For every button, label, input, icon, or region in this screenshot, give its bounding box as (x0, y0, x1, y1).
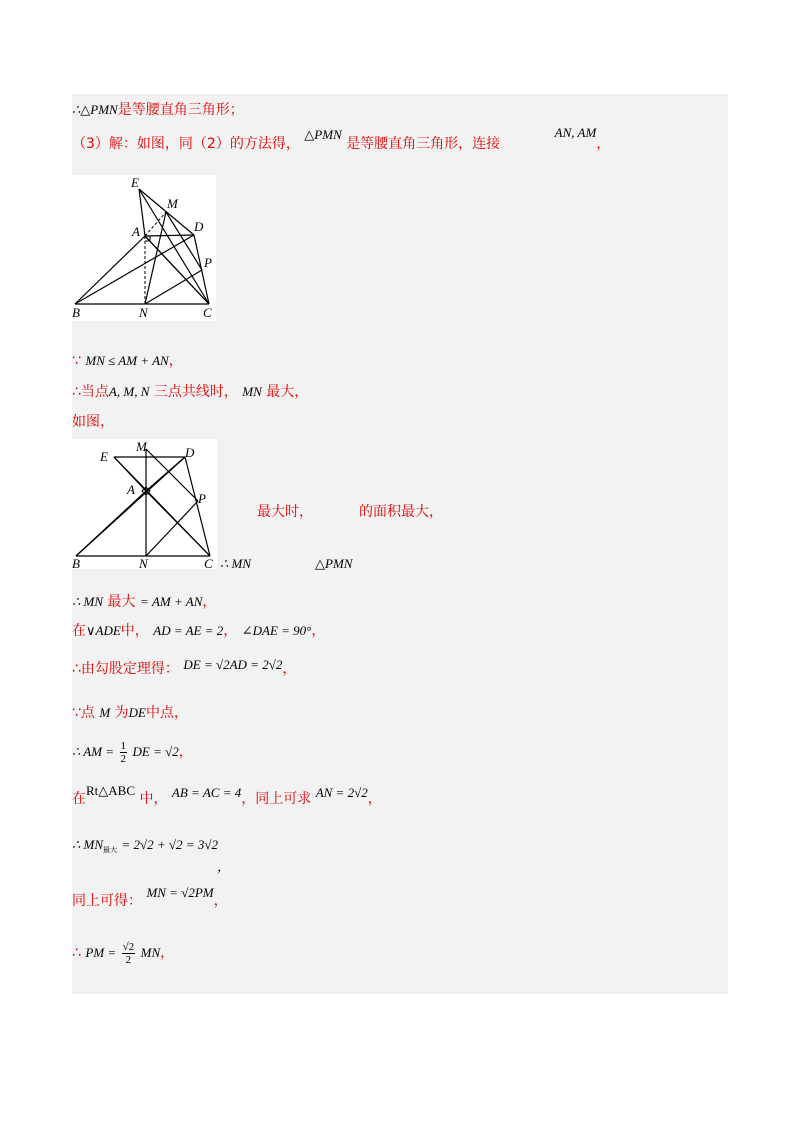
math-am: ∴ AM = (72, 744, 115, 759)
text: 如图， (72, 414, 114, 430)
math-equality: AB = AC = 4 (171, 785, 242, 800)
text: ， (223, 623, 238, 639)
math-an: AN = 2√2 (315, 785, 368, 800)
text: 中， (139, 791, 168, 807)
text: ，同上可求 (241, 791, 312, 807)
fraction (120, 740, 128, 765)
line-9 (72, 659, 296, 679)
math-pmn: △PMN (304, 127, 342, 142)
math-mn: ∴ MN (220, 556, 252, 571)
numerator: 1 (120, 739, 127, 752)
line-14 (72, 885, 228, 911)
label-p: P (198, 491, 206, 506)
text: 在 (72, 791, 86, 807)
text: 是等腰直角三角形； (117, 102, 244, 118)
math-pm: PM = (85, 945, 117, 960)
text: ， (168, 353, 183, 369)
text: 是等腰直角三角形，连接 (346, 136, 501, 152)
geometry-diagram (72, 439, 217, 569)
text: 在 (72, 623, 86, 639)
line-1 (72, 100, 244, 120)
line-10 (72, 703, 188, 723)
math-mn: ∴ MN (72, 837, 104, 852)
math-m: M (99, 705, 111, 720)
math-an-am: AN, AM (554, 125, 597, 140)
text: 点 (80, 705, 95, 721)
denominator: 2 (120, 752, 127, 765)
math-inequality: MN ≤ AM + AN (85, 353, 169, 368)
text: 为 (114, 705, 129, 721)
line-7 (72, 592, 216, 612)
numerator: √2 (122, 940, 135, 953)
text: ， (160, 945, 175, 961)
math-amn: A, M, N (108, 384, 150, 399)
text: 三点共线时， (153, 384, 238, 400)
fraction (122, 941, 136, 966)
math-expression: = 2√2 + √2 = 3√2 (121, 837, 218, 852)
solution-panel (72, 94, 728, 994)
therefore-symbol: ∴ (72, 661, 81, 677)
label-m: M (136, 439, 147, 454)
text: ， (202, 594, 217, 610)
label-e: E (131, 175, 139, 190)
math-rt-abc: Rt△ABC (86, 783, 136, 798)
figure-2 (72, 439, 217, 569)
figure-1 (72, 175, 216, 321)
math-pmn: ∴△PMN (72, 102, 118, 117)
text: 中， (120, 623, 149, 639)
math-mn: ∴ MN (72, 594, 104, 609)
label-a: A (127, 482, 135, 497)
text: 最大， (266, 384, 309, 400)
label-m: M (167, 196, 178, 211)
math-expression: DE = √2 (132, 744, 179, 759)
label-n: N (139, 556, 148, 569)
text: 当点 (80, 384, 109, 400)
label-b: B (72, 305, 80, 320)
text: ， (213, 893, 228, 909)
text: 最大 (107, 594, 136, 610)
text: ， (282, 661, 297, 677)
therefore-symbol: ∴ (72, 384, 81, 400)
math-angle: ∠DAE = 90° (241, 623, 312, 638)
line-15 (72, 939, 174, 967)
label-p: P (204, 255, 212, 270)
line-13 (72, 835, 230, 874)
label-d: D (194, 219, 204, 234)
math-triangle-ade: ∨ADE (86, 623, 121, 638)
text: ， (217, 859, 231, 874)
subscript: 最大 (103, 846, 118, 854)
text: ， (367, 791, 382, 807)
line-8 (72, 621, 325, 641)
label-c: C (204, 556, 213, 569)
text-max: 最大时， (257, 504, 313, 520)
text: 同上可得： (72, 893, 142, 909)
text: ， (178, 744, 193, 760)
denominator: 2 (125, 953, 132, 966)
line-11 (72, 739, 193, 765)
math-de: DE = √2AD = 2√2 (183, 657, 283, 672)
because-symbol: ∵ (72, 353, 81, 369)
line-2 (72, 125, 611, 154)
label-d: D (185, 445, 195, 460)
text: 由勾股定理得： (80, 661, 179, 677)
text: ， (311, 623, 326, 639)
math-pmn: △PMN (315, 556, 353, 571)
line-3 (72, 351, 183, 371)
because-symbol: ∵ (72, 705, 81, 721)
therefore-symbol: ∴ (72, 945, 81, 961)
line-4 (72, 382, 308, 402)
label-c: C (203, 305, 212, 320)
text: ， (596, 136, 611, 152)
math-mn-pm: MN = √2PM (146, 885, 214, 900)
line-5 (72, 412, 114, 432)
math-de: DE (128, 705, 147, 720)
math-mn: MN (242, 384, 262, 399)
math-equality: AD = AE = 2 (153, 623, 224, 638)
label-a: A (132, 224, 140, 239)
label-e: E (100, 449, 108, 464)
text-area-max: 的面积最大， (359, 504, 443, 520)
geometry-diagram (72, 175, 216, 321)
label-n: N (139, 305, 148, 320)
math-expression: = AM + AN (139, 594, 203, 609)
text: （3）解：如图，同（2）的方法得， (72, 136, 300, 152)
label-b: B (72, 556, 80, 569)
line-12 (72, 783, 382, 809)
text: 中点， (146, 705, 189, 721)
math-mn: MN (140, 945, 161, 960)
